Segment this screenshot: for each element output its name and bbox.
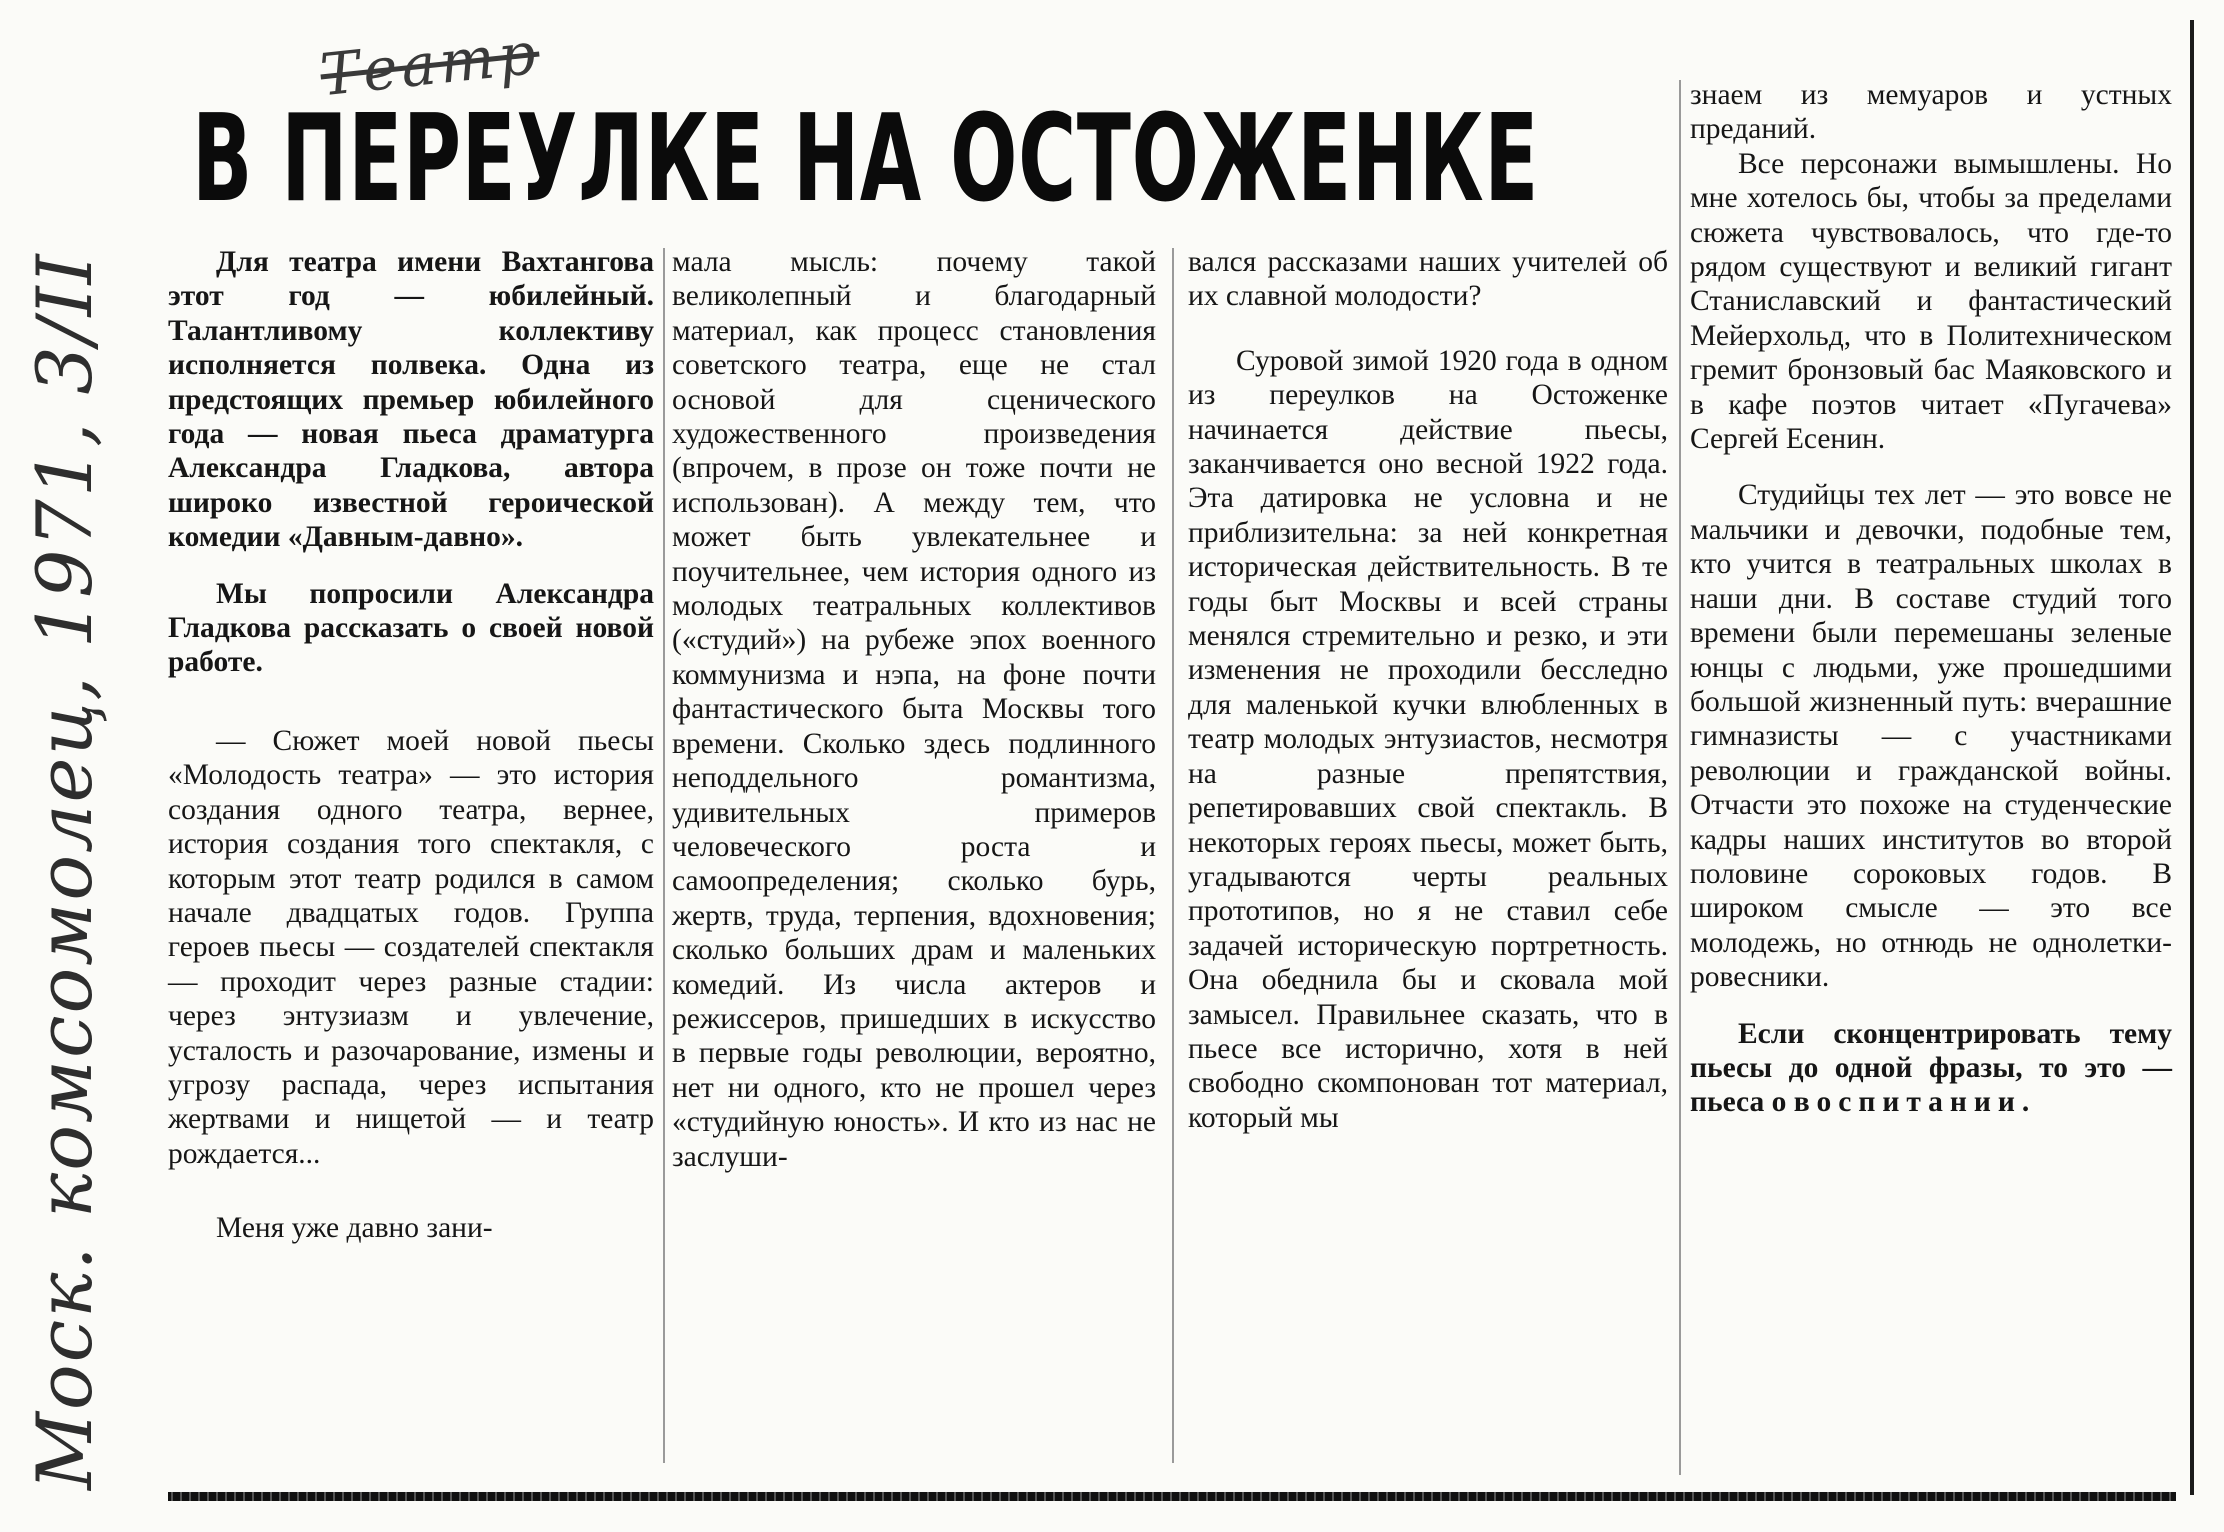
body-paragraph-idea-end: вался рассказами наших учителей об их славной молодости? [1188,246,1668,313]
handwritten-source-note: Моск. комсомолец, 1971, 3/II [20,252,109,1490]
column-divider [1172,248,1174,1463]
body-paragraph-characters: Все персонажи вымышлены. Но мне хотелось бы, чтобы за пределами сюжета чувствовалось, что где-то рядом существуют и великий гигант Станиславский и фантастический Мейерхольд, что в Политехническом гремит бронзовый бас Маяковского и в кафе поэтов читает «Пугачева» Сергей Есенин. [1690,147,2172,456]
intro-request-paragraph: Мы попросили Александра Гладкова рассказать о своей новой работе. [168,577,654,679]
body-paragraph-idea-cont: мала мысль: почему такой великолепный и благодарный материал, как процесс становления советского театра, еще не стал основой для сценического художественного произведения (впрочем, в прозе он тоже почти не использован). А между тем, что может быть увлекательнее и поучительнее, чем история одного из молодых театральных коллективов («студий») на рубеже эпох военного коммунизма и нэпа, на фоне почти фантастического быта Москвы того времени. Сколько здесь подлинного неподдельного романтизма, удивительных примеров человеческого роста и самоопределения; сколько бурь, жертв, труда, терпения, вдохновения; сколько больших драм и маленьких комедий. Из числа актеров и режиссеров, пришедших в искусство в первые годы революции, вероятно, нет ни одного, кто не прошел через «студийную юность». И кто из нас не заслуши- [672,246,1156,1173]
intro-paragraph: Для театра имени Вахтангова этот год — юбилейный. Талантливому коллективу исполняется полвека. Одна из предстоящих премьер юбилейного года — новая пьеса драматурга Александра Гладкова, автора широко известной героической комедии «Давным-давно». [168,246,654,554]
theme-lead: Если сконцентрировать тему пьесы до одной фразы, то это — пьеса о [1690,1017,2172,1119]
column-divider [663,248,665,1463]
body-paragraph-plot: — Сюжет моей новой пьесы «Молодость театра» — это история создания одного театра, вернее, история создания того спектакля, с которым этот театр родился в самом начале двадцатых годов. Группа героев пьесы — создателей спектакля — проходит через разные стадии: через энтузиазм и увлечение, усталость и разочарование, измены и угрозу распада, через испытания жертвами и нищетой — и театр рождается... [168,724,654,1170]
theme-keyword: воспитании. [1793,1086,2037,1119]
article-column-1 [168,245,654,1246]
body-paragraph-setting: Суровой зимой 1920 года в одном из переулков на Остоженке начинается действие пьесы, заканчивается оно весной 1922 года. Эта датировка не условна и не приблизительна: за ней конкретная историческая действительность. В те годы быт Москвы и всей страны менялся стремительно и резко, и эти изменения не проходили бесследно для маленькой кучки влюбленных в театр молодых энтузиастов, несмотря на разные препятствия, репетировавших свой спектакль. В некоторых героях пьесы, может быть, угадываются черты реальных прототипов, но я не ставил себе задачей историческую портретность. Она обеднила бы и сковала мой замысел. Правильнее сказать, что в пьесе все исторично, хотя в ней свободно скомпонован тот материал, который мы [1188,344,1668,1134]
body-paragraph-theme [1690,1017,2172,1120]
handwritten-rubric: Театр [317,18,543,110]
clipping-edge [2190,20,2194,1495]
body-paragraph-idea-start: Меня уже давно зани- [216,1212,493,1245]
article-column-2 [672,245,1156,1174]
bottom-rule [168,1492,2176,1501]
article-column-4 [1690,78,2172,1120]
article-headline: В ПЕРЕУЛКЕ НА ОСТОЖЕНКЕ [192,90,1540,229]
body-paragraph-setting-end: знаем из мемуаров и устных преданий. [1690,79,2172,146]
body-paragraph-studios: Студийцы тех лет — это вовсе не мальчики и девочки, подобные тем, кто учится в театральных школах в наши дни. В составе студий того времени были перемешаны зеленые юнцы с людьми, уже прошедшими большой жизненный путь: вчерашние гимназисты — с участниками революции и гражданской войны. Отчасти это похоже на студенческие кадры наших институтов во второй половине сороковых годов. В широком смысле — это все молодежь, но отнюдь не однолетки-ровесники. [1690,479,2172,994]
article-column-3 [1188,245,1668,1135]
column-divider [1679,80,1681,1475]
